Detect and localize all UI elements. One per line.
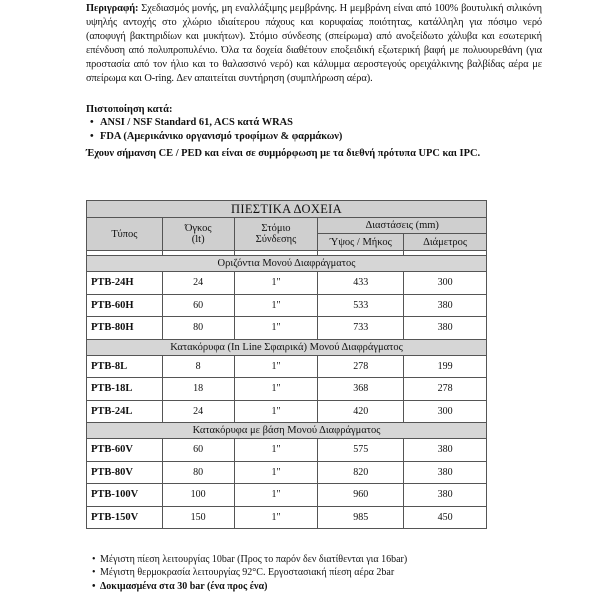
cell-type: PTB-24H	[87, 272, 163, 295]
cell-type: PTB-60H	[87, 294, 163, 317]
certification-item: • ANSI / NSF Standard 61, ACS κατά WRAS	[100, 116, 342, 130]
cell-height: 533	[318, 294, 404, 317]
section-title: Οριζόντια Μονού Διαφράγματος	[87, 256, 487, 272]
table-row	[87, 272, 487, 295]
cell-volume: 150	[162, 506, 234, 529]
cell-height: 433	[318, 272, 404, 295]
cell-diameter: 380	[404, 317, 487, 340]
cell-volume: 8	[162, 355, 234, 378]
section-header-row	[87, 423, 487, 439]
description-text: Σχεδιασμός μονής, μη εναλλάξιμης μεμβράνης. Η μεμβράνη είναι από 100% βουτυλική σιλικόνη υψηλής αντοχής στο χλώριο ιδιαίτερου πάχους και κορυφαίας ποιότητας, κατάλληλη για πόσιμο νερό (αποφυγή βακτηριδίων και μυκήτων). Στόμιο σύνδεσης (σπείρωμα) από ανοξείδωτο χάλυβα και εσωτερική επένδυση από πολυπροπυλένιο. Όλα τα δοχεία διαθέτουν εποξειδική εξωτερική βαφή με πολυουρεθάνη (για προστασία από τον ήλιο και το θαλασσινό νερό) και κάλυμμα αεροστεγούς ορειχάλκινης βαλβίδας αέρα με σπείρωμα και O-ring. Δεν απαιτείται συντήρηση (συμπλήρωση αέρα).	[86, 3, 542, 84]
cell-type: PTB-8L	[87, 355, 163, 378]
table-row	[87, 484, 487, 507]
cell-height: 278	[318, 355, 404, 378]
table-row	[87, 294, 487, 317]
cell-diameter: 450	[404, 506, 487, 529]
table-row	[87, 317, 487, 340]
cell-volume: 24	[162, 400, 234, 423]
footer-note: • Δοκιμασμένα στα 30 bar (ένα προς ένα)	[92, 580, 407, 593]
section-header-row	[87, 256, 487, 272]
footer-note: • Μέγιστη θερμοκρασία λειτουργίας 92°C. Εργοστασιακή πίεση αέρα 2bar	[92, 566, 407, 579]
cell-diameter: 199	[404, 355, 487, 378]
cell-port: 1"	[234, 378, 318, 401]
cell-height: 575	[318, 439, 404, 462]
cell-height: 420	[318, 400, 404, 423]
cell-port: 1"	[234, 317, 318, 340]
table-header-row	[87, 218, 487, 234]
cell-diameter: 380	[404, 484, 487, 507]
table-title: ΠΙΕΣΤΙΚΑ ΔΟΧΕΙΑ	[87, 201, 487, 218]
cell-volume: 24	[162, 272, 234, 295]
section-title: Κατακόρυφα (In Line Σφαιρικά) Μονού Διαφράγματος	[87, 339, 487, 355]
table-row	[87, 355, 487, 378]
cell-volume: 60	[162, 439, 234, 462]
cell-height: 368	[318, 378, 404, 401]
table-row	[87, 439, 487, 462]
cell-port: 1"	[234, 439, 318, 462]
table-row	[87, 506, 487, 529]
header-volume: Όγκος (lt)	[162, 218, 234, 251]
cell-volume: 80	[162, 461, 234, 484]
cell-port: 1"	[234, 506, 318, 529]
cell-height: 960	[318, 484, 404, 507]
cell-type: PTB-80V	[87, 461, 163, 484]
header-diameter: Διάμετρος	[404, 234, 487, 251]
cell-volume: 18	[162, 378, 234, 401]
cell-height: 985	[318, 506, 404, 529]
ce-compliance-note: Έχουν σήμανση CE / PED και είναι σε συμμόρφωση με τα διεθνή πρότυπα UPC και IPC.	[86, 148, 481, 159]
cell-port: 1"	[234, 294, 318, 317]
header-port: Στόμιο Σύνδεσης	[234, 218, 318, 251]
header-dimensions: Διαστάσεις (mm)	[318, 218, 487, 234]
cell-port: 1"	[234, 400, 318, 423]
cell-port: 1"	[234, 355, 318, 378]
cell-diameter: 300	[404, 272, 487, 295]
certification-title: Πιστοποίηση κατά:	[86, 104, 173, 115]
cell-type: PTB-60V	[87, 439, 163, 462]
cell-diameter: 380	[404, 461, 487, 484]
cell-port: 1"	[234, 272, 318, 295]
table-row	[87, 400, 487, 423]
certification-list	[100, 116, 342, 143]
cell-type: PTB-80H	[87, 317, 163, 340]
section-title: Κατακόρυφα με βάση Μονού Διαφράγματος	[87, 423, 487, 439]
cell-diameter: 380	[404, 439, 487, 462]
certification-item: • FDA (Αμερικάνικο οργανισμό τροφίμων & φαρμάκων)	[100, 130, 342, 144]
cell-volume: 80	[162, 317, 234, 340]
cell-type: PTB-24L	[87, 400, 163, 423]
cell-height: 733	[318, 317, 404, 340]
cell-port: 1"	[234, 461, 318, 484]
header-height-length: Ύψος / Μήκος	[318, 234, 404, 251]
cell-type: PTB-100V	[87, 484, 163, 507]
table-title-row	[87, 201, 487, 218]
description-label: Περιγραφή:	[86, 3, 139, 14]
cell-height: 820	[318, 461, 404, 484]
cell-diameter: 380	[404, 294, 487, 317]
cell-volume: 60	[162, 294, 234, 317]
section-header-row	[87, 339, 487, 355]
description-paragraph	[86, 2, 542, 85]
cell-port: 1"	[234, 484, 318, 507]
table-row	[87, 461, 487, 484]
cell-diameter: 278	[404, 378, 487, 401]
footer-note: • Μέγιστη πίεση λειτουργίας 10bar (Προς το παρόν δεν διατίθενται για 16bar)	[92, 553, 407, 566]
footer-notes	[92, 553, 407, 593]
cell-diameter: 300	[404, 400, 487, 423]
header-type: Τύπος	[87, 218, 163, 251]
table-row	[87, 378, 487, 401]
cell-type: PTB-18L	[87, 378, 163, 401]
cell-type: PTB-150V	[87, 506, 163, 529]
pressure-tanks-table	[86, 200, 487, 529]
cell-volume: 100	[162, 484, 234, 507]
